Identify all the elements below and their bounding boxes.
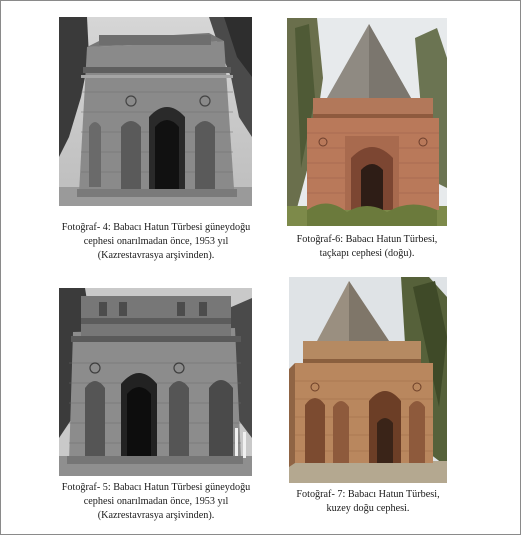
caption-fig5-line-1: Fotoğraf- 5: Babacı Hatun Türbesi güneydoğu (61, 482, 251, 493)
caption-fig4-line-1: Fotoğraf- 4: Babacı Hatun Türbesi güneydoğu (61, 222, 251, 233)
photo-fig5-mausoleum-grayscale (59, 288, 252, 476)
caption-fig4-line-3: (Kazrestavrasya arşivinden). (97, 250, 215, 261)
caption-fig7-line-1: Fotoğraf- 7: Babacı Hatun Türbesi, (296, 489, 440, 500)
caption-fig5 (46, 481, 266, 523)
caption-fig5-line-2: cephesi onarılmadan önce, 1953 yıl (83, 496, 229, 507)
caption-fig4 (46, 221, 266, 263)
caption-fig6-line-1: Fotoğraf-6: Babacı Hatun Türbesi, (296, 234, 438, 245)
photo-fig4-mausoleum-grayscale (59, 17, 252, 206)
caption-fig6-line-2: taçkapı cephesi (doğu). (319, 248, 415, 259)
caption-fig7-line-2: kuzey doğu cephesi. (326, 503, 410, 514)
caption-fig5-line-3: (Kazrestavrasya arşivinden). (97, 510, 215, 521)
caption-fig7 (281, 488, 455, 516)
caption-fig4-line-2: cephesi onarılmadan önce, 1953 yıl (83, 236, 229, 247)
photo-fig6-mausoleum-color (287, 18, 447, 226)
photo-fig7-mausoleum-color (289, 277, 447, 483)
caption-fig6 (276, 233, 458, 261)
